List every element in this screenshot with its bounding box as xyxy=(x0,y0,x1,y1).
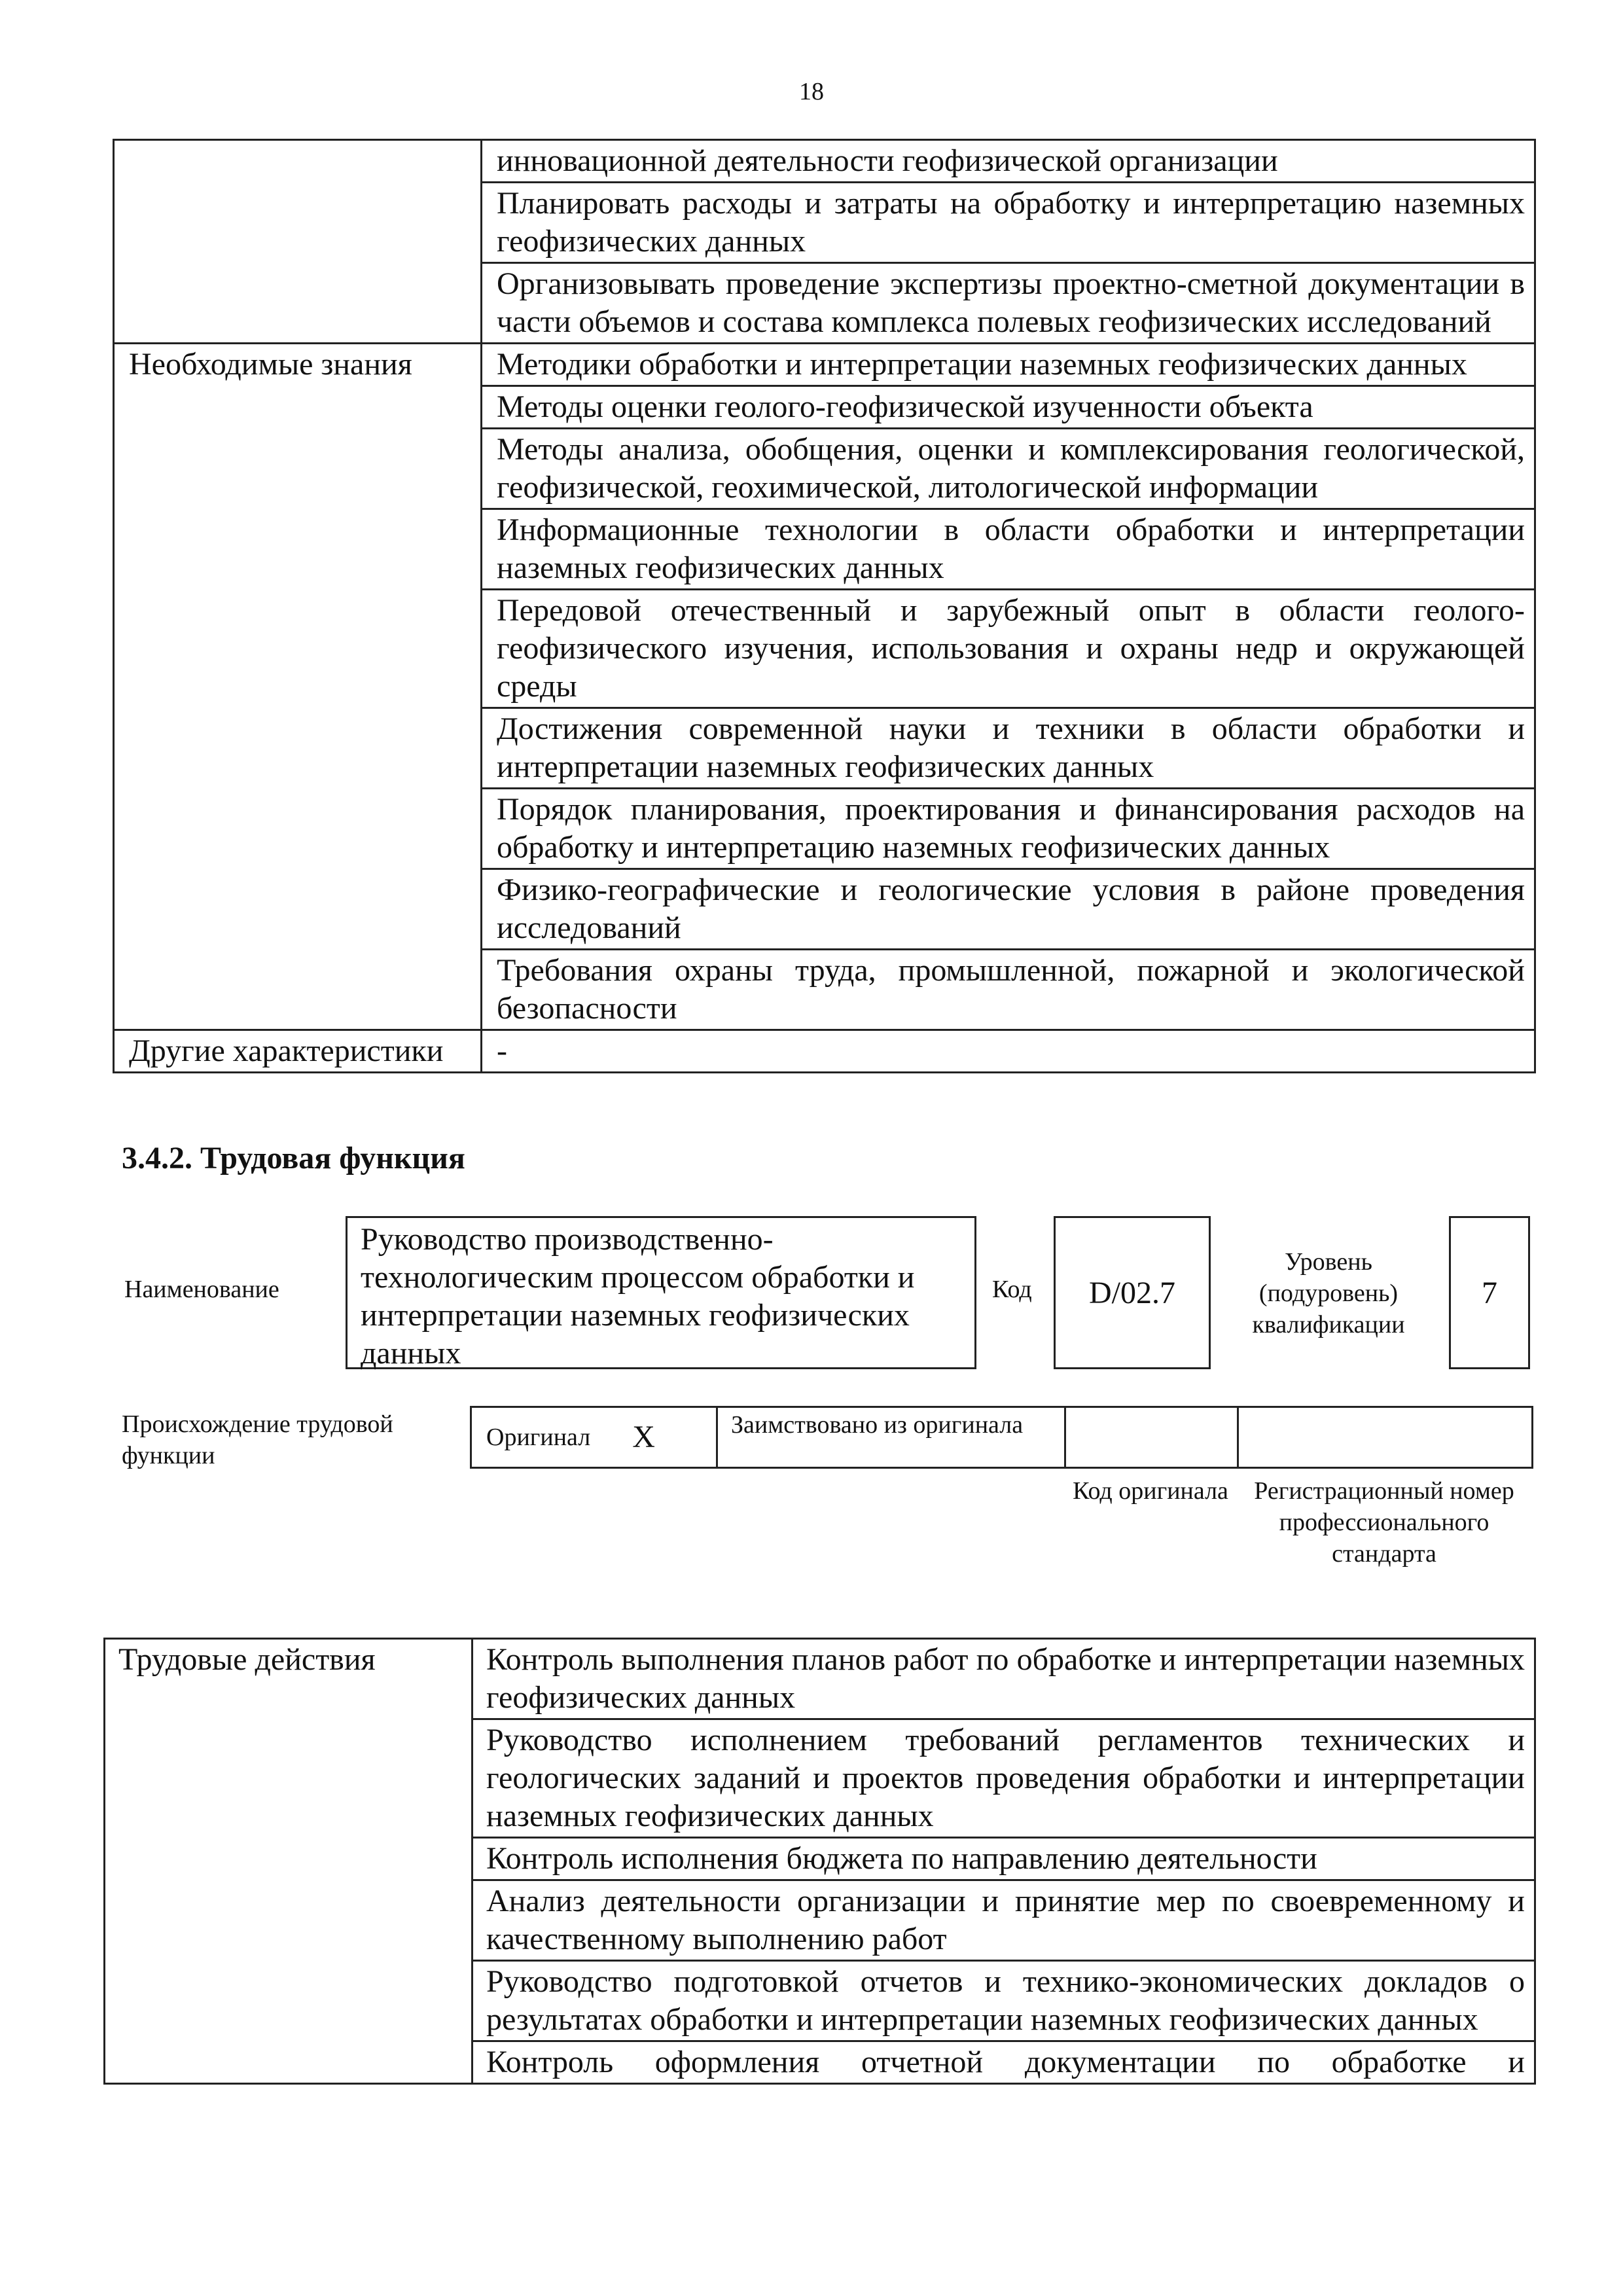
knowledge-cell: Передовой отечественный и зарубежный опыт в области геолого-геофизического изучения, использования и охраны недр и окружающей среды xyxy=(482,590,1535,708)
page-number: 18 xyxy=(799,78,824,105)
function-code-value: D/02.7 xyxy=(1089,1275,1175,1310)
function-name-box: Руководство производственно-технологическим процессом обработки и интерпретации наземных геофизических данных xyxy=(346,1216,976,1369)
action-cell: Анализ деятельности организации и принятие мер по своевременному и качественному выполнению работ xyxy=(473,1880,1535,1961)
level-value: 7 xyxy=(1482,1275,1497,1310)
knowledge-cell: Методики обработки и интерпретации наземных геофизических данных xyxy=(482,344,1535,386)
skills-label-cell xyxy=(114,140,482,344)
function-code-box xyxy=(1054,1216,1211,1369)
knowledge-cell: Методы оценки геолого-геофизической изученности объекта xyxy=(482,386,1535,429)
skill-cell: инновационной деятельности геофизической организации xyxy=(482,140,1535,183)
original-code-caption: Код оригинала xyxy=(1073,1477,1228,1505)
table-row xyxy=(114,140,1535,183)
skill-cell: Организовывать проведение экспертизы проектно-сметной документации в части объемов и состава комплекса полевых геофизических исследований xyxy=(482,263,1535,344)
knowledge-cell: Методы анализа, обобщения, оценки и комплексирования геологической, геофизической, геохимической, литологической информации xyxy=(482,429,1535,509)
action-cell: Контроль выполнения планов работ по обработке и интерпретации наземных геофизических данных xyxy=(473,1639,1535,1719)
knowledge-cell: Порядок планирования, проектирования и финансирования расходов на обработку и интерпретацию наземных геофизических данных xyxy=(482,789,1535,869)
other-characteristics-label: Другие характеристики xyxy=(114,1030,482,1073)
skill-cell: Планировать расходы и затраты на обработку и интерпретацию наземных геофизических данных xyxy=(482,183,1535,263)
knowledge-cell: Физико-географические и геологические условия в районе проведения исследований xyxy=(482,869,1535,950)
table-row xyxy=(471,1407,1533,1468)
origin-table xyxy=(470,1406,1533,1469)
table-row xyxy=(105,1639,1535,1719)
action-cell: Руководство исполнением требований регламентов технических и геологических заданий и проектов проведения обработки и интерпретации наземных геофизических данных xyxy=(473,1719,1535,1838)
action-cell: Руководство подготовкой отчетов и технико-экономических докладов о результатах обработки и интерпретации наземных геофизических данных xyxy=(473,1961,1535,2041)
borrowed-label: Заимствовано из оригинала xyxy=(731,1411,1024,1439)
original-cell xyxy=(471,1407,717,1468)
registration-number-cell xyxy=(1238,1407,1533,1468)
knowledge-table xyxy=(113,139,1536,1073)
knowledge-cell: Информационные технологии в области обработки и интерпретации наземных геофизических данных xyxy=(482,509,1535,590)
origin-label: Происхождение трудовой функции xyxy=(122,1410,393,1469)
original-code-cell xyxy=(1065,1407,1238,1468)
table-row xyxy=(114,344,1535,386)
knowledge-cell: Требования охраны труда, промышленной, пожарной и экологической безопасности xyxy=(482,950,1535,1030)
knowledge-cell: Достижения современной науки и техники в области обработки и интерпретации наземных геофизических данных xyxy=(482,708,1535,789)
code-label: Код xyxy=(992,1276,1032,1303)
name-label: Наименование xyxy=(124,1276,279,1303)
actions-table xyxy=(103,1638,1536,2085)
actions-label: Трудовые действия xyxy=(105,1639,473,2084)
action-cell: Контроль исполнения бюджета по направлению деятельности xyxy=(473,1838,1535,1880)
level-box xyxy=(1449,1216,1530,1369)
registration-number-caption: Регистрационный номер профессионального стандарта xyxy=(1254,1477,1514,1568)
original-label: Оригинал xyxy=(486,1424,591,1451)
borrowed-cell xyxy=(717,1407,1065,1468)
level-label: Уровень (подуровень) квалификации xyxy=(1252,1248,1405,1338)
other-characteristics-value: - xyxy=(482,1030,1535,1073)
table-row xyxy=(114,1030,1535,1073)
knowledge-label: Необходимые знания xyxy=(114,344,482,1030)
action-cell: Контроль оформления отчетной документации по обработке и xyxy=(473,2041,1535,2084)
original-mark: X xyxy=(632,1420,655,1454)
section-title: 3.4.2. Трудовая функция xyxy=(122,1141,465,1175)
